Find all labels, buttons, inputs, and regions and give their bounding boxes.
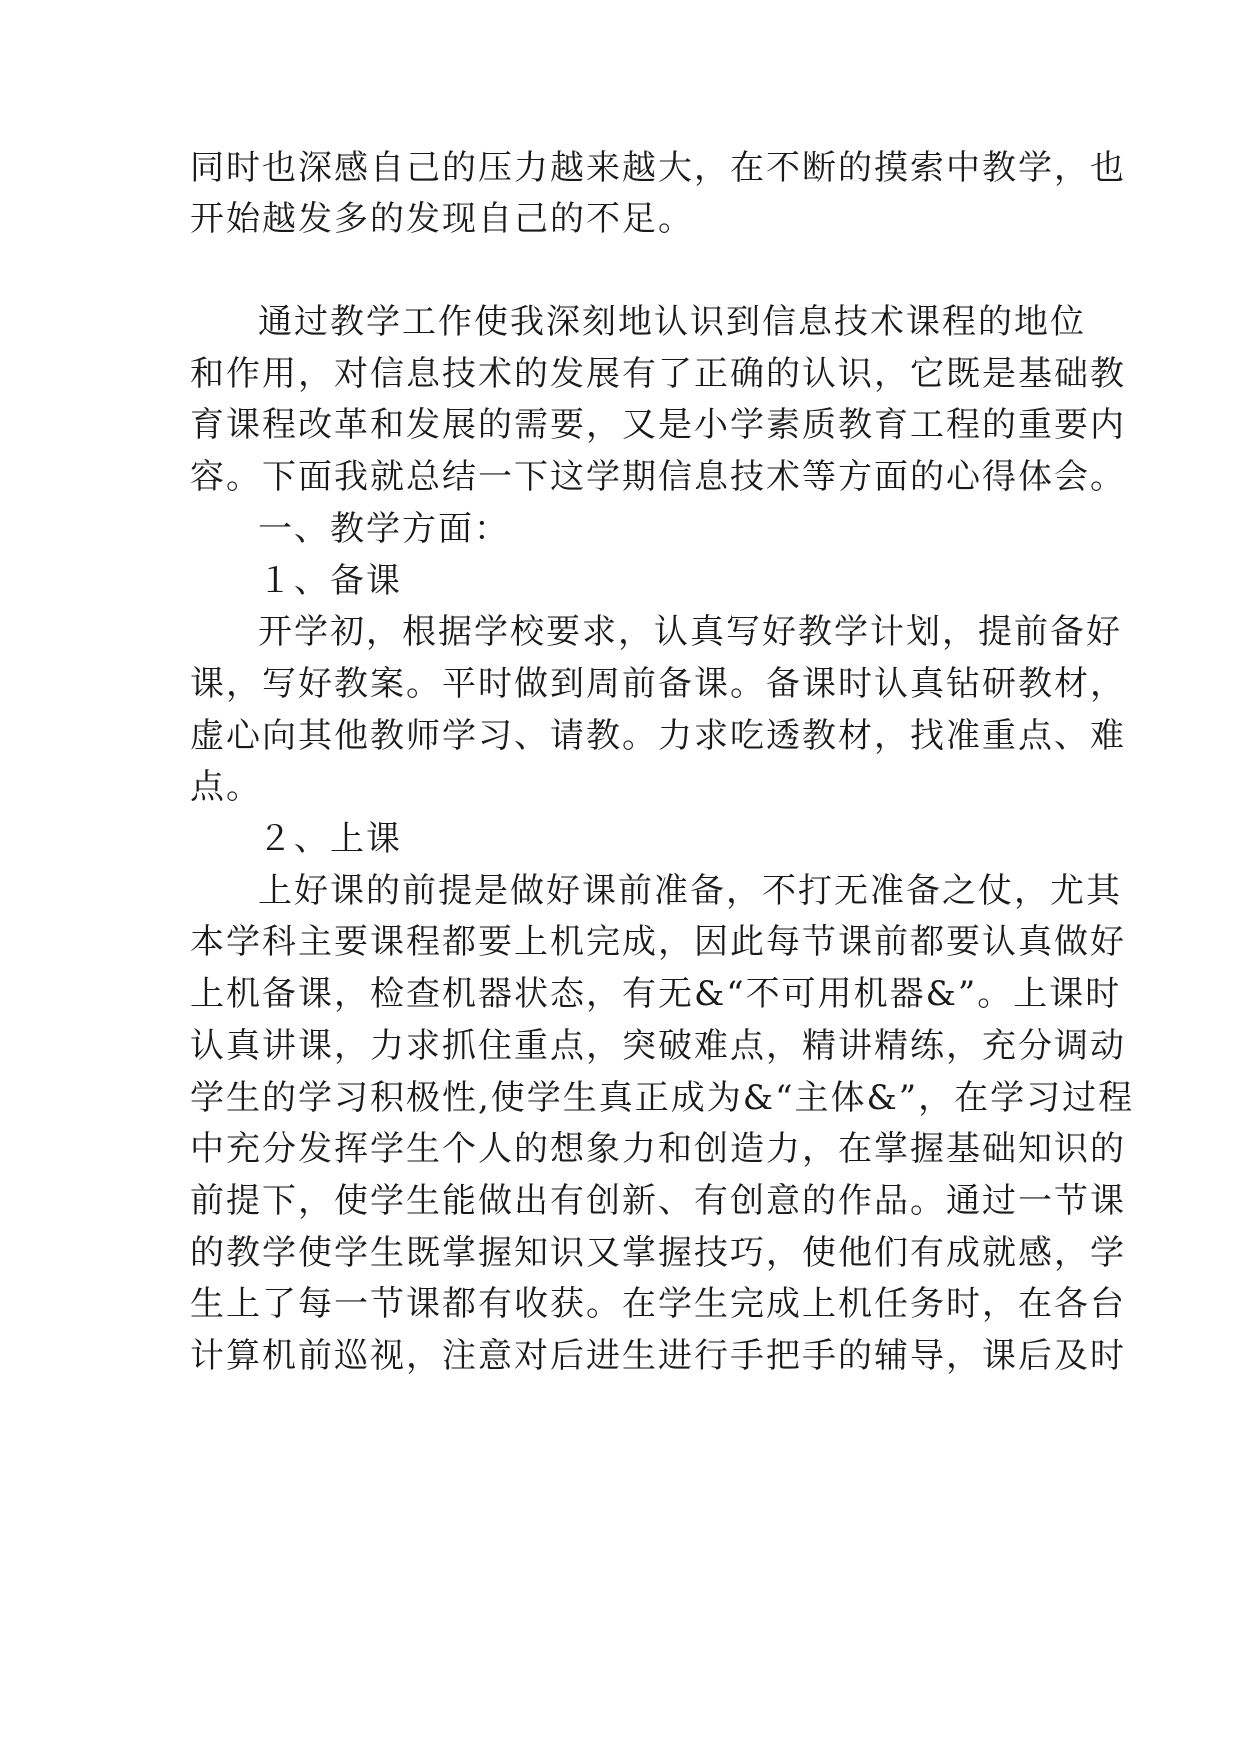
text-line: 上好课的前提是做好课前准备，不打无准备之仗，尤其 xyxy=(258,871,1122,911)
text-line: 开学初，根据学校要求，认真写好教学计划，提前备好 xyxy=(258,612,1122,652)
text-line: 点。 xyxy=(190,767,262,807)
text-line: 前提下，使学生能做出有创新、有创意的作品。通过一节课 xyxy=(190,1181,1126,1221)
text-line: 中充分发挥学生个人的想象力和创造力，在掌握基础知识的 xyxy=(190,1129,1126,1169)
subsection-heading: ２、上课 xyxy=(258,819,402,859)
section-heading: 一、教学方面： xyxy=(258,509,510,549)
text-line: 上机备课，检查机器状态，有无&“不可用机器&”。上课时 xyxy=(190,974,1122,1014)
text-line: 通过教学工作使我深刻地认识到信息技术课程的地位 xyxy=(258,302,1086,342)
text-line: 和作用，对信息技术的发展有了正确的认识，它既是基础教 xyxy=(190,354,1126,394)
text-line: 开始越发多的发现自己的不足。 xyxy=(190,199,694,239)
subsection-heading: １、备课 xyxy=(258,561,402,601)
text-line: 认真讲课，力求抓住重点，突破难点，精讲精练，充分调动 xyxy=(190,1026,1126,1066)
text-line: 生上了每一节课都有收获。在学生完成上机任务时，在各台 xyxy=(190,1284,1126,1324)
text-line: 学生的学习积极性,使学生真正成为&“主体&”，在学习过程 xyxy=(190,1078,1135,1118)
text-line: 本学科主要课程都要上机完成，因此每节课前都要认真做好 xyxy=(190,922,1126,962)
text-line: 计算机前巡视，注意对后进生进行手把手的辅导，课后及时 xyxy=(190,1336,1126,1376)
text-line: 课，写好教案。平时做到周前备课。备课时认真钻研教材， xyxy=(190,664,1126,704)
text-line: 的教学使学生既掌握知识又掌握技巧，使他们有成就感，学 xyxy=(190,1233,1126,1273)
text-line: 容。下面我就总结一下这学期信息技术等方面的心得体会。 xyxy=(190,457,1126,497)
text-line: 育课程改革和发展的需要，又是小学素质教育工程的重要内 xyxy=(190,405,1126,445)
text-line: 虚心向其他教师学习、请教。力求吃透教材，找准重点、难 xyxy=(190,716,1126,756)
text-line: 同时也深感自己的压力越来越大，在不断的摸索中教学，也 xyxy=(190,148,1126,188)
